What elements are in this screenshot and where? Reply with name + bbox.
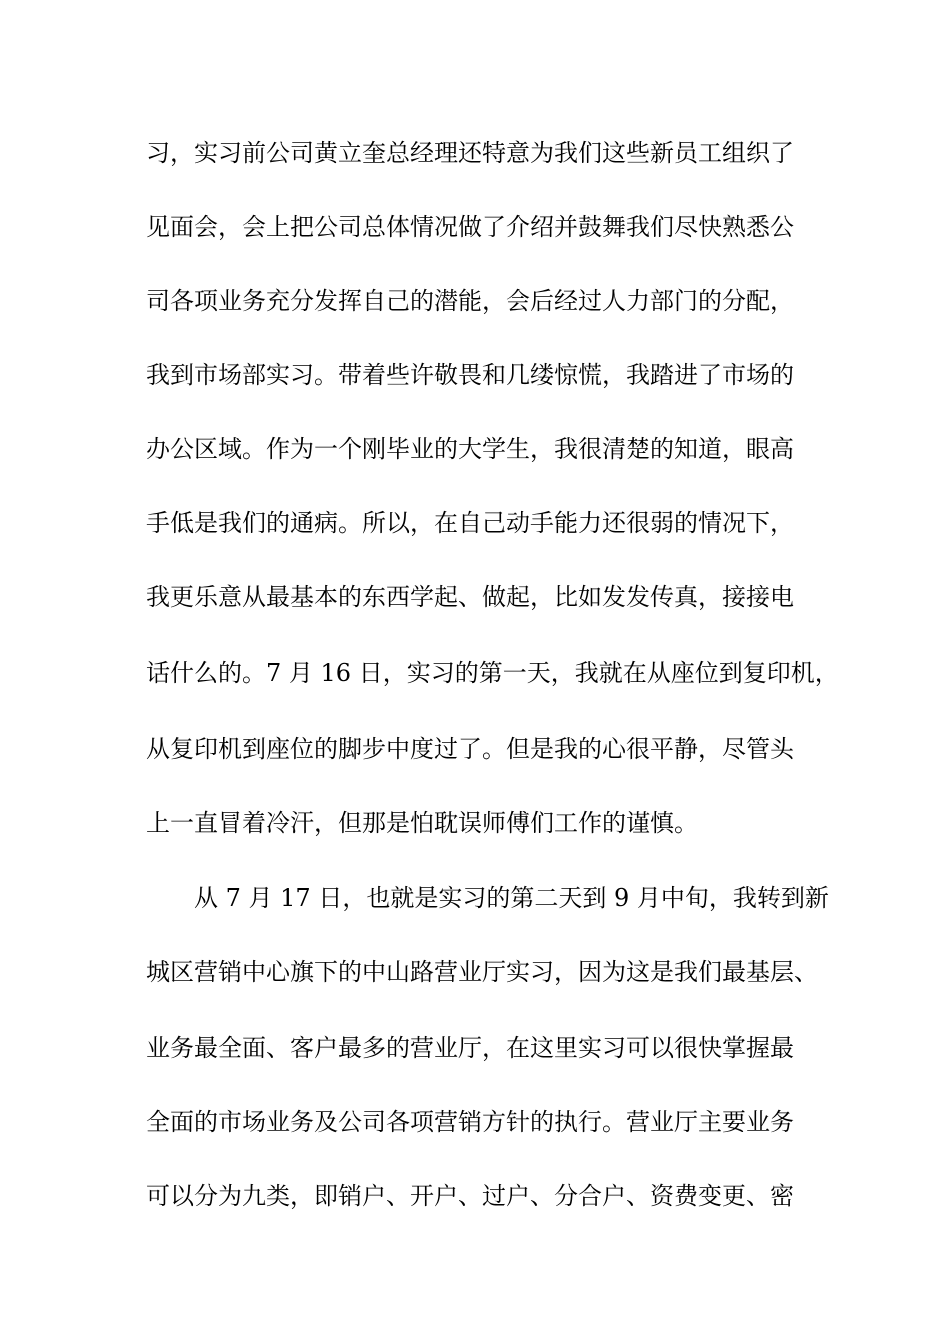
text-line: 手低是我们的通病。所以，在自己动手能力还很弱的情况下， [146, 509, 794, 537]
text-line: 办公区域。作为一个刚毕业的大学生，我很清楚的知道，眼高 [146, 435, 794, 463]
text-line: 可以分为九类，即销户、开户、过户、分合户、资费变更、密 [146, 1182, 794, 1210]
text-line: 话什么的。7 月 16 日，实习的第一天，我就在从座位到复印机， [146, 659, 839, 687]
text-line: 见面会，会上把公司总体情况做了介绍并鼓舞我们尽快熟悉公 [146, 213, 794, 241]
text-line: 上一直冒着冷汗，但那是怕耽误师傅们工作的谨慎。 [146, 809, 698, 837]
text-line: 全面的市场业务及公司各项营销方针的执行。营业厅主要业务 [146, 1108, 794, 1136]
text-line: 从复印机到座位的脚步中度过了。但是我的心很平静，尽管头 [146, 735, 794, 763]
text-line: 司各项业务充分发挥自己的潜能，会后经过人力部门的分配， [146, 287, 794, 315]
text-line: 城区营销中心旗下的中山路营业厅实习，因为这是我们最基层、 [146, 958, 818, 986]
text-line: 习，实习前公司黄立奎总经理还特意为我们这些新员工组织了 [146, 139, 794, 167]
text-line: 我到市场部实习。带着些许敬畏和几缕惊慌，我踏进了市场的 [146, 361, 794, 389]
paragraph-first-line: 从 7 月 17 日，也就是实习的第二天到 9 月中旬，我转到新 [194, 884, 829, 912]
text-line: 业务最全面、客户最多的营业厅，在这里实习可以很快掌握最 [146, 1034, 794, 1062]
text-line: 我更乐意从最基本的东西学起、做起，比如发发传真，接接电 [146, 583, 794, 611]
